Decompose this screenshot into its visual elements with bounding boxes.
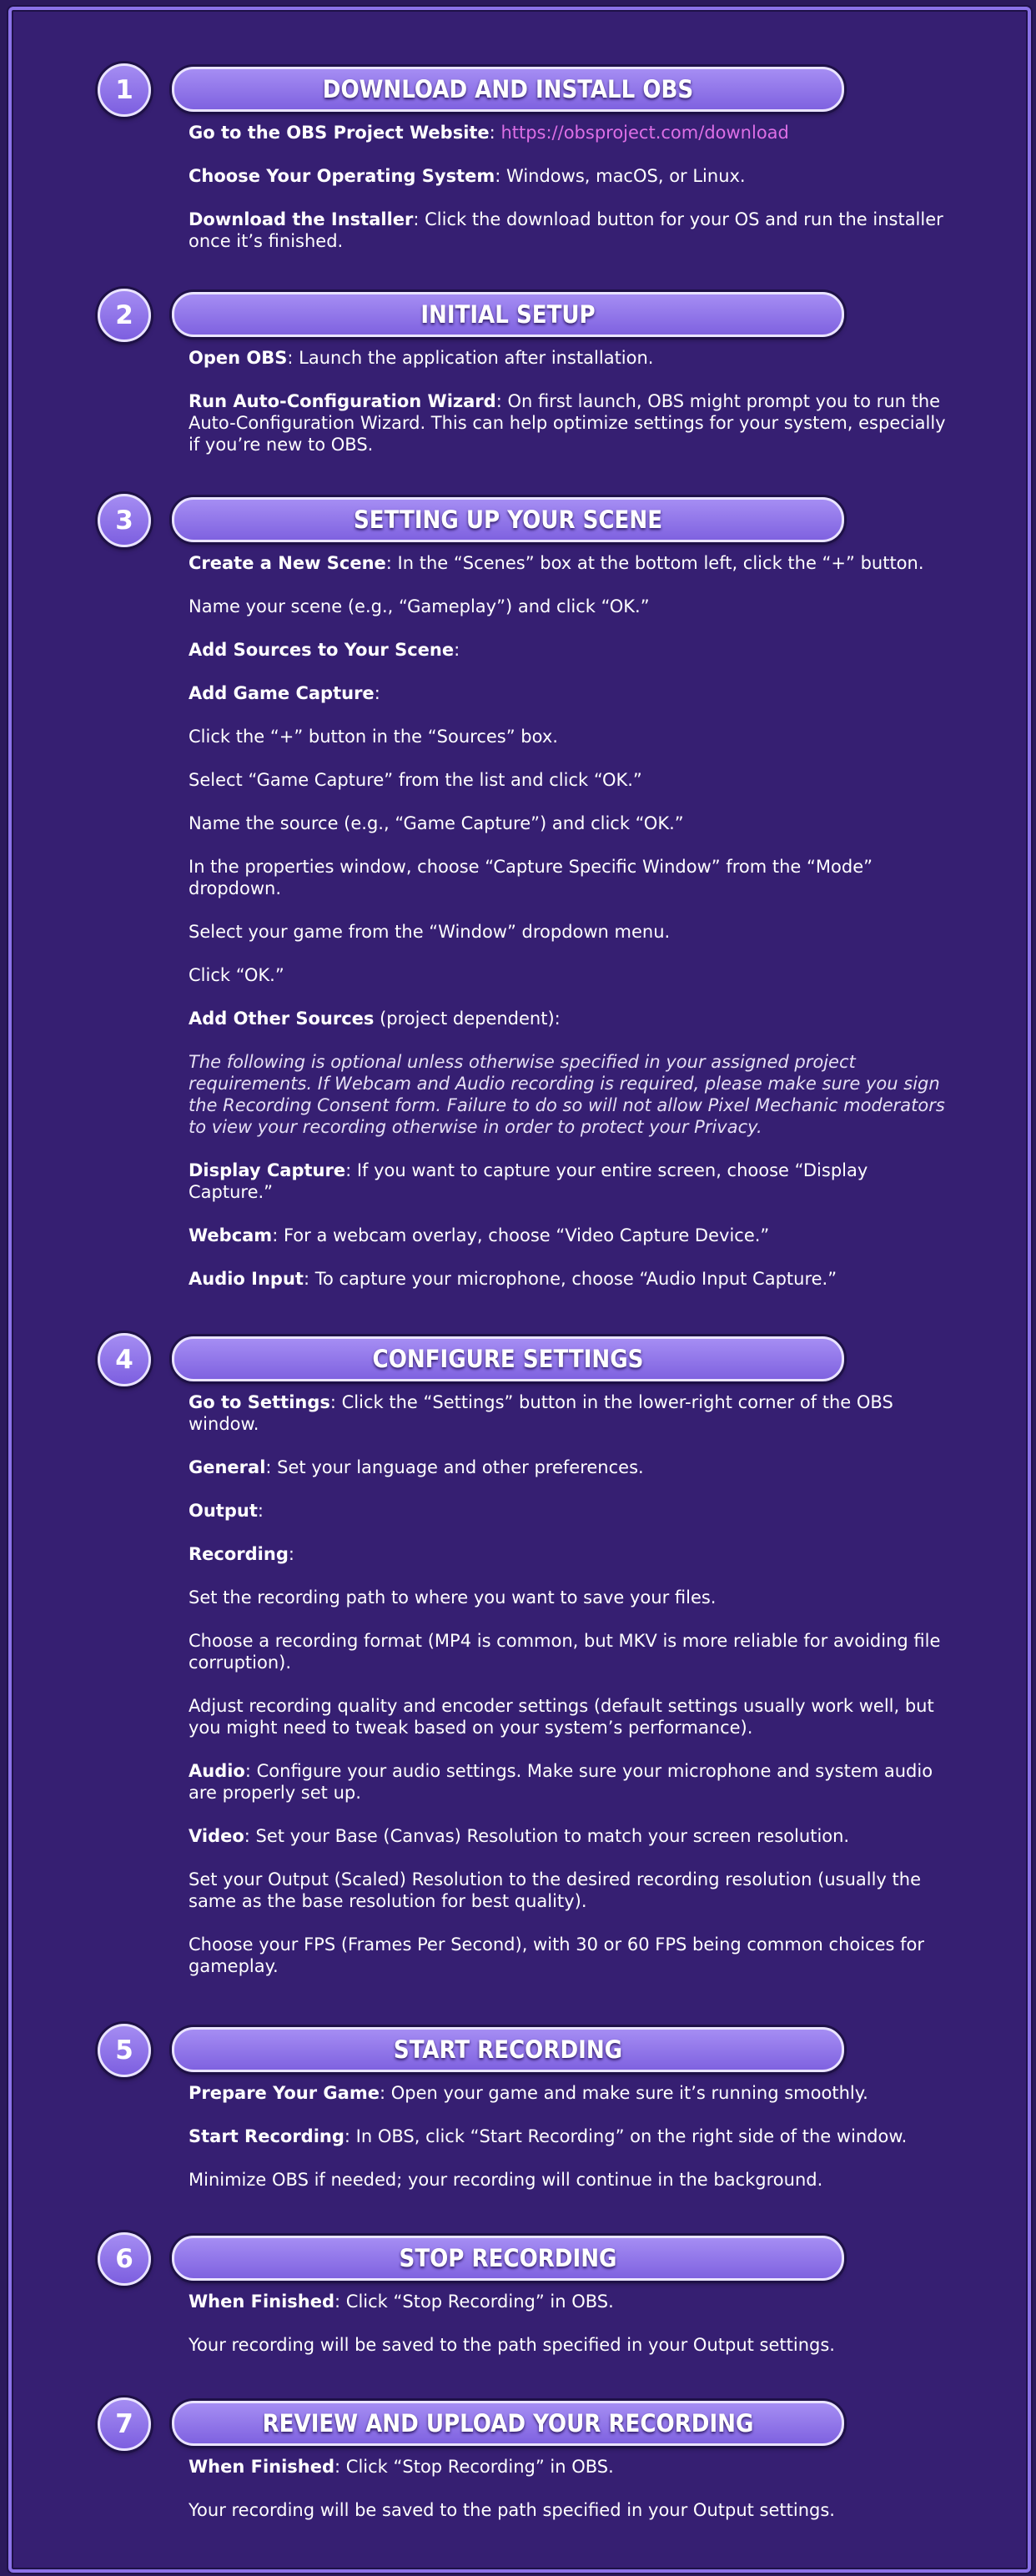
list-item [189,596,956,617]
list-item [189,1934,956,1977]
item-label: Video [189,1826,244,1846]
list-item [189,856,956,899]
item-text: Select your game from the “Window” dropdown menu. [189,922,671,942]
item-text: The following is optional unless otherwise specified in your assigned project requirements. If Webcam and Audio recording is required, please make sure you sign the Recording Consent form. Failure to do so will not allow Pixel Mechanic moderators to view your recording otherwise in order to protect your Privacy. [189,1052,945,1137]
item-label: Prepare Your Game [189,2083,380,2103]
item-label: Add Sources to Your Scene [189,640,455,660]
item-label: Start Recording [189,2126,344,2146]
step-number-badge: 2 [98,289,151,342]
item-text: Select “Game Capture” from the list and click “OK.” [189,770,642,790]
item-text: Your recording will be saved to the path specified in your Output settings. [189,2335,835,2355]
list-item [189,2169,956,2191]
list-item [189,2126,956,2147]
section-body [189,2456,956,2543]
list-item [189,726,956,747]
item-text: : Launch the application after installation. [287,348,654,368]
list-item [189,1008,956,1029]
item-text: : Open your game and make sure it’s running smoothly. [379,2083,868,2103]
item-label: Audio [189,1761,245,1781]
item-label: Display Capture [189,1160,346,1180]
item-text: : [489,123,501,143]
item-text: : Set your Base (Canvas) Resolution to match your screen resolution. [244,1826,850,1846]
list-item [189,1160,956,1203]
list-item [189,1869,956,1912]
item-text: : In the “Scenes” box at the bottom left, click the “+” button. [385,553,924,573]
item-text: Click the “+” button in the “Sources” box. [189,727,558,747]
item-text: : [454,640,460,660]
item-label: Add Other Sources [189,1009,375,1029]
item-text: Adjust recording quality and encoder settings (default settings usually work well, but you might need to tweak based on your system’s performance). [189,1696,934,1738]
item-text: Minimize OBS if needed; your recording will continue in the background. [189,2170,823,2190]
list-item [189,1500,956,1522]
item-label: Choose Your Operating System [189,166,495,186]
list-item [189,1630,956,1673]
item-label: Recording [189,1544,289,1564]
step-number-badge: 3 [98,494,151,547]
item-label: When Finished [189,2292,335,2312]
list-item [189,1760,956,1804]
section-title: INITIAL SETUP [172,292,844,337]
list-item [189,1825,956,1847]
item-text: : Windows, macOS, or Linux. [495,166,746,186]
step-number-badge: 1 [98,63,151,117]
item-text: : Click “Stop Recording” in OBS. [334,2292,614,2312]
item-text: : In OBS, click “Start Recording” on the right side of the window. [344,2126,908,2146]
section-title: DOWNLOAD AND INSTALL OBS [172,67,844,112]
item-label: Download the Installer [189,209,414,229]
section-title: SETTING UP YOUR SCENE [172,497,844,542]
section-title: CONFIGURE SETTINGS [172,1336,844,1381]
item-label: Webcam [189,1225,273,1245]
item-text: Name your scene (e.g., “Gameplay”) and click “OK.” [189,596,650,616]
section-body [189,2291,956,2377]
list-item [189,813,956,834]
item-label: When Finished [189,2457,335,2477]
list-item [189,682,956,704]
list-item [189,1543,956,1565]
list-item [189,2291,956,2312]
item-text: : Configure your audio settings. Make sure your microphone and system audio are properly set up. [189,1761,933,1803]
item-text: : On first launch, OBS might prompt you to run the Auto-Configuration Wizard. This can help optimize settings for your system, especially if you’re new to OBS. [189,391,946,455]
item-text: : [374,683,380,703]
item-text: : Click the “Settings” button in the lower-right corner of the OBS window. [189,1392,893,1434]
step-number-badge: 4 [98,1333,151,1386]
section-body [189,1391,956,1999]
list-item [189,1391,956,1435]
list-item [189,347,956,369]
list-item [189,639,956,661]
list-item [189,2082,956,2104]
list-item [189,552,956,574]
item-label: Run Auto-Configuration Wizard [189,391,496,411]
section-body [189,2082,956,2212]
list-item [189,1695,956,1738]
item-label: Audio Input [189,1269,304,1289]
item-label: Create a New Scene [189,553,386,573]
download-link[interactable]: https://obsproject.com/download [500,123,789,143]
list-item [189,2334,956,2356]
list-item [189,122,956,143]
item-text: Name the source (e.g., “Game Capture”) and click “OK.” [189,813,684,833]
item-text: Choose a recording format (MP4 is common, but MKV is more reliable for avoiding file corruption). [189,1631,941,1673]
list-item [189,1225,956,1246]
item-text: Your recording will be saved to the path specified in your Output settings. [189,2500,835,2520]
item-label: Output [189,1501,258,1521]
list-item [189,390,956,455]
section-body [189,122,956,274]
item-text: : To capture your microphone, choose “Audio Input Capture.” [303,1269,837,1289]
item-text: Set the recording path to where you want to save your files. [189,1587,717,1607]
item-label: Go to Settings [189,1392,330,1412]
section-title: START RECORDING [172,2027,844,2072]
item-text: Set your Output (Scaled) Resolution to the desired recording resolution (usually the same as the base resolution for best quality). [189,1869,922,1911]
item-text: : For a webcam overlay, choose “Video Capture Device.” [272,1225,770,1245]
section-body [189,552,956,1311]
item-label: Go to the OBS Project Website [189,123,490,143]
item-text: : If you want to capture your entire screen, choose “Display Capture.” [189,1160,868,1202]
item-text: In the properties window, choose “Capture Specific Window” from the “Mode” dropdown. [189,857,873,898]
item-text: : Click the download button for your OS and run the installer once it’s finished. [189,209,943,251]
step-number-badge: 7 [98,2397,151,2451]
step-number-badge: 5 [98,2024,151,2077]
item-label: General [189,1457,266,1477]
list-item [189,769,956,791]
list-item [189,1268,956,1290]
item-text: : [288,1544,294,1564]
item-label: Open OBS [189,348,288,368]
section-title: REVIEW AND UPLOAD YOUR RECORDING [172,2401,844,2446]
section-body [189,347,956,477]
list-item [189,209,956,252]
list-item [189,1051,956,1138]
item-text: Choose your FPS (Frames Per Second), with 30 or 60 FPS being common choices for gameplay. [189,1935,925,1976]
list-item [189,964,956,986]
list-item [189,2456,956,2478]
item-text: Click “OK.” [189,965,284,985]
list-item [189,921,956,943]
item-text: : Set your language and other preferences. [265,1457,644,1477]
item-label: Add Game Capture [189,683,375,703]
step-number-badge: 6 [98,2232,151,2286]
section-title: STOP RECORDING [172,2236,844,2281]
list-item [189,1457,956,1478]
list-item [189,1587,956,1608]
item-text: (project dependent): [374,1009,561,1029]
item-text: : Click “Stop Recording” in OBS. [334,2457,614,2477]
list-item [189,165,956,187]
list-item [189,2499,956,2521]
item-text: : [257,1501,264,1521]
